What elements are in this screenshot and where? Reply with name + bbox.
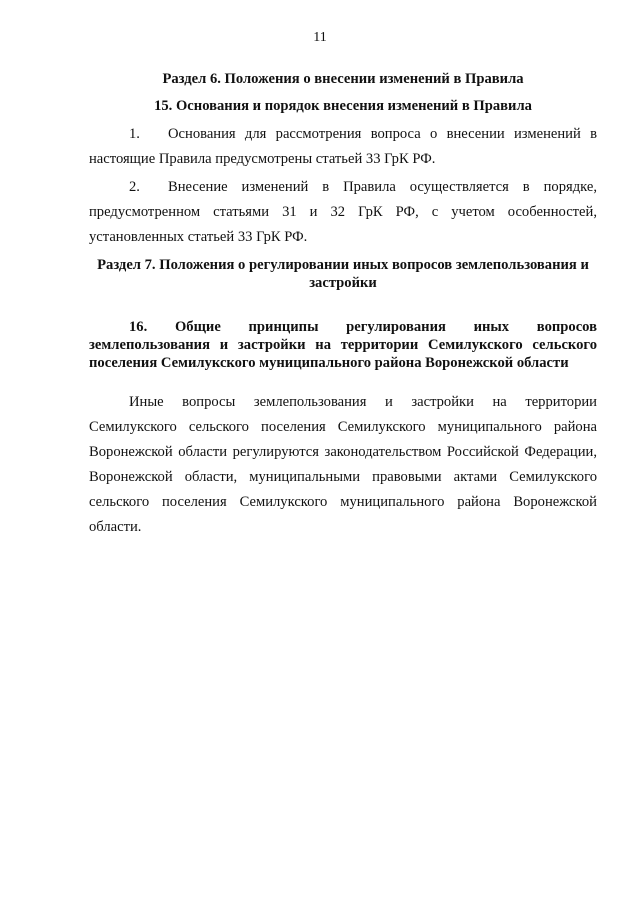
page-number: 11 xyxy=(313,30,327,45)
section-7-heading: Раздел 7. Положения о регулировании иных вопросов землепользования и застройки xyxy=(97,257,589,291)
section-6-heading: Раздел 6. Положения о внесении изменений в Правила xyxy=(162,71,524,87)
article-15-heading: 15. Основания и порядок внесения изменений в Правила xyxy=(154,98,532,114)
article-15-item-1 xyxy=(89,122,597,172)
article-16-paragraph: Иные вопросы землепользования и застройки на территории Семилукского сельского поселения Семилукского муниципального района Воронежской области регулируются законодательством Российской Федерации, Воронежской области, муниципальными правовыми актами Семилукского сельского поселения Семилукского муниципального района Воронежской области. xyxy=(89,394,597,535)
item-text: Внесение изменений в Правила осуществляется в порядке, предусмотренном статьями 31 и 32 ГрК РФ, с учетом особенностей, установленных статьей 33 ГрК РФ. xyxy=(89,179,597,245)
item-text: Основания для рассмотрения вопроса о внесении изменений в настоящие Правила предусмотрены статьей 33 ГрК РФ. xyxy=(89,126,597,167)
article-15-item-2 xyxy=(89,175,597,250)
item-number: 2. xyxy=(129,179,140,195)
item-number: 1. xyxy=(129,126,140,142)
page-content xyxy=(89,70,597,540)
article-16-heading: 16. Общие принципы регулирования иных вопросов землепользования и застройки на территории Семилукского сельского поселения Семилукского муниципального района Воронежской области xyxy=(89,319,597,371)
